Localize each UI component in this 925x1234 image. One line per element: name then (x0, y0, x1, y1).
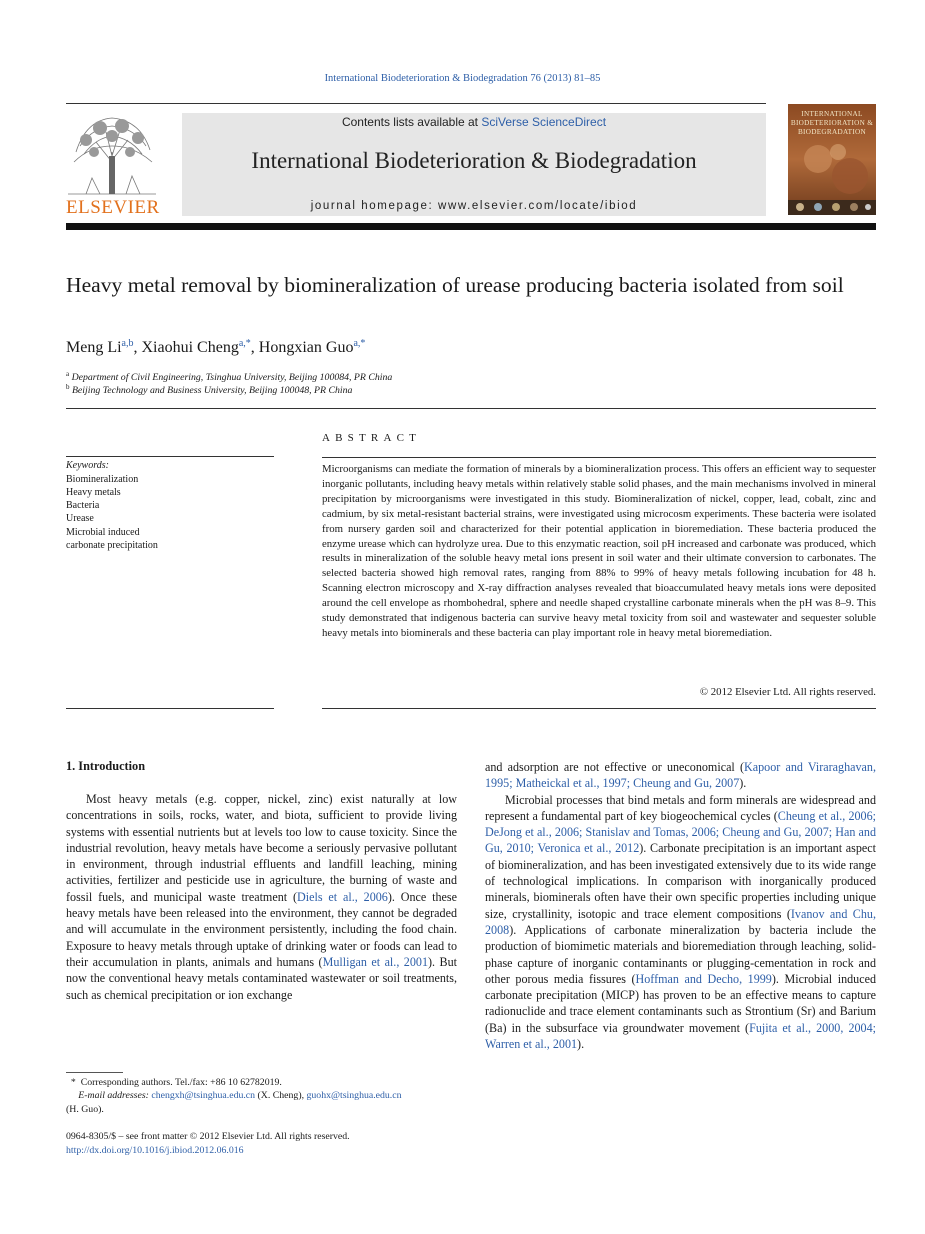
keywords-label: Keywords: (66, 460, 109, 471)
citation-link[interactable]: Cheung et al., 2006; DeJong et al., 2006; Stanislav and Tomas, 2006; Cheung and Gu, 2007; Han and Gu, 2010; Veronica et al., 2012 (485, 808, 876, 856)
journal-homepage (182, 200, 766, 212)
affiliation: $^b$ Beijing Technology and Business University, Beijing 100048, PR China (66, 383, 353, 396)
author-name[interactable]: Hongxian Guo (258, 339, 354, 356)
footnote-corresponding: * Corresponding authors. Tel./fax: +86 10 62782019. (70, 1077, 282, 1088)
elsevier-logo-text: ELSEVIER (66, 197, 160, 218)
affiliation: $^a$ Department of Civil Engineering, Tsinghua University, Beijing 100084, PR China (66, 370, 393, 383)
journal-cover-image (788, 104, 876, 215)
author-affil-sup[interactable]: a,* (353, 338, 366, 349)
footnote-emails-cont: (H. Guo). (66, 1104, 104, 1115)
citation-link[interactable]: Mulligan et al., 2001 (322, 954, 428, 969)
author-name[interactable]: Xiaohui Cheng (141, 339, 239, 356)
citation-link[interactable]: Kapoor and Viraraghavan, 1995; Matheickal et al., 1997; Cheung and Gu, 2007 (485, 760, 876, 791)
email-link[interactable]: guohx@tsinghua.edu.cn (306, 1090, 402, 1101)
citation-link[interactable]: Ivanov and Chu, 2008 (485, 906, 876, 937)
abstract-bottom-rule (322, 708, 876, 709)
citation-link[interactable]: Diels et al., 2006 (297, 889, 388, 904)
abstract-text: Microorganisms can mediate the formation of minerals by a biomineralization process. This offers an efficient way to sequester inorganic pollutants, including heavy metals within relatively stable solid phases, and the main mechanisms involved in mineral precipitation by microorganisms were investigated in this study. Biomineralization of nickel, copper, lead, cobalt, zinc and cadmium, by six metal-resistant bacterial strains, were investigated using microcosm experiments. These bacteria were isolated from nursery garden soil and characterized for their potential application in bioremediation. These bacteria produced the enzyme urease which can hydrolyze urea. Due to this enzymatic reaction, soil pH increased and carbonate was produced, which results in mineralization of the soluble heavy metal ions present in soil water and their ultimate conversion to carbonates. The selected bacteria showed high removal rates, ranging from 88% to 99% of heavy metals following incubation for 48 h. Scanning electron microscopy and X-ray diffraction analyses revealed that bioaccumulated heavy metals ions were deposited around the cell envelope as rhombohedral, sphere and needle shaped crystalline carbonate minerals when the pH was 8–9. This study demonstrated that indigenous bacteria can survive heavy metal toxicity from soil and wastewater and sequester soluble heavy metals into biominerals and these bacteria can play important role in heavy metal bioremediation. (322, 463, 876, 639)
keywords-bottom-rule (66, 708, 274, 709)
journal-reference[interactable]: International Biodeterioration & Biodegradation 76 (2013) 81–85 (324, 73, 601, 84)
keyword-item: Urease (66, 513, 94, 524)
abstract-heading: ABSTRACT (322, 432, 422, 444)
email-link[interactable]: chengxh@tsinghua.edu.cn (151, 1090, 256, 1101)
citation-link[interactable]: Hoffman and Decho, 1999 (635, 971, 772, 986)
author-list: Meng Li$^{a,b}$, Xiaohui Cheng$^{a,*}$, Hongxian Guo$^{a,*}$ (66, 338, 366, 356)
contents-prefix: Contents lists available at (341, 115, 482, 129)
keyword-item: carbonate precipitation (66, 540, 158, 551)
author-affil-sup[interactable]: a,b (121, 338, 134, 349)
body-column-right (485, 759, 876, 1052)
header-thick-rule (66, 223, 876, 230)
citation-link[interactable]: Fujita et al., 2000, 2004; Warren et al., 2001 (485, 1020, 876, 1052)
journal-banner (182, 113, 766, 216)
contents-line (182, 115, 766, 129)
footnote-rule (66, 1072, 123, 1073)
section-heading-introduction: 1. Introduction (66, 759, 146, 773)
homepage-prefix: journal homepage: (310, 200, 439, 212)
journal-title: International Biodeterioration & Biodegradation (251, 148, 697, 173)
keyword-item: Bacteria (66, 500, 100, 511)
homepage-url[interactable]: www.elsevier.com/locate/ibiod (438, 200, 638, 212)
section-rule (66, 408, 876, 409)
body-column-left: Most heavy metals (e.g. copper, nickel, zinc) exist naturally at low concentrations in soils, rocks, water, and biota, sufficient to provide living systems with essential nutrients but at levels too low to cause toxicity. Since the industrial revolution, heavy metals have become a seriously pervasive pollutant in environment, through industrial effluents and landfill leaching, mining activities, fertilizer and pesticide use in agriculture, the burning of waste and fossil fuels, and municipal waste treatment (Diels et al., 2006). Once these heavy metals have been released into the environment, they cannot be degraded and will accumulate in the environment persistently, including the food chain. Exposure to heavy metals through uptake of drinking water or foods can lead to their accumulation in plants, animals and humans (Mulligan et al., 2001). But now the conventional heavy metals contaminated wastewater or soil treatments, such as chemical precipitation or ion exchange (66, 792, 457, 1002)
keyword-item: Biomineralization (66, 474, 139, 485)
issn-line: 0964-8305/$ – see front matter © 2012 Elsevier Ltd. All rights reserved. (66, 1131, 350, 1142)
header-rule (66, 103, 766, 104)
author-affil-sup[interactable]: a,* (238, 338, 251, 349)
keyword-item: Heavy metals (66, 487, 121, 498)
abstract-top-rule (322, 457, 876, 458)
elsevier-tree-logo-icon (66, 112, 158, 201)
footnote-emails: E-mail addresses: chengxh@tsinghua.edu.cn (X. Cheng), guohx@tsinghua.edu.cn (78, 1090, 402, 1101)
keywords-top-rule (66, 456, 274, 457)
keyword-item: Microbial induced (66, 527, 140, 538)
article-title: Heavy metal removal by biomineralization of urease producing bacteria isolated from soil (66, 273, 844, 297)
author-name[interactable]: Meng Li (66, 339, 122, 356)
doi-link[interactable]: http://dx.doi.org/10.1016/j.ibiod.2012.06.016 (66, 1145, 244, 1156)
sciencedirect-link[interactable]: SciVerse ScienceDirect (481, 115, 607, 129)
abstract-copyright: © 2012 Elsevier Ltd. All rights reserved. (699, 686, 876, 698)
paragraph: and adsorption are not effective or uneconomical (Kapoor and Viraraghavan, 1995; Matheickal et al., 1997; Cheung and Gu, 2007). (485, 760, 876, 791)
paragraph: Microbial processes that bind metals and form minerals are widespread and represent a fundamental part of key biogeochemical cycles (Cheung et al., 2006; DeJong et al., 2006; Stanislav and Tomas, 2006; Cheung and Gu, 2007; Han and Gu, 2010; Veronica et al., 2012). Carbonate precipitation is an important aspect of biomineralization, and has been investigated extensively due to its wide range of technological implications. In comparison with inorganically produced minerals, biominerals often have their own specific properties including unique size, crystallinity, isotopic and trace element compositions (Ivanov and Chu, 2008). Applications of carbonate mineralization by bacteria include the production of biomimetic materials and bioremediation through leaching, solid-phase capture of inorganic contaminants or plugging-cementation in rock and other porous media fissures (Hoffman and Decho, 1999). Microbial induced carbonate precipitation (MICP) has proven to be an effective means to capture radionuclide and trace element contaminants such as Strontium (Sr) and Barium (Ba) in the subsurface via groundwater movement (Fujita et al., 2000, 2004; Warren et al., 2001). (485, 792, 876, 1052)
cover-title: INTERNATIONAL BIODETERIORATION & BIODEGRADATION (790, 110, 874, 136)
